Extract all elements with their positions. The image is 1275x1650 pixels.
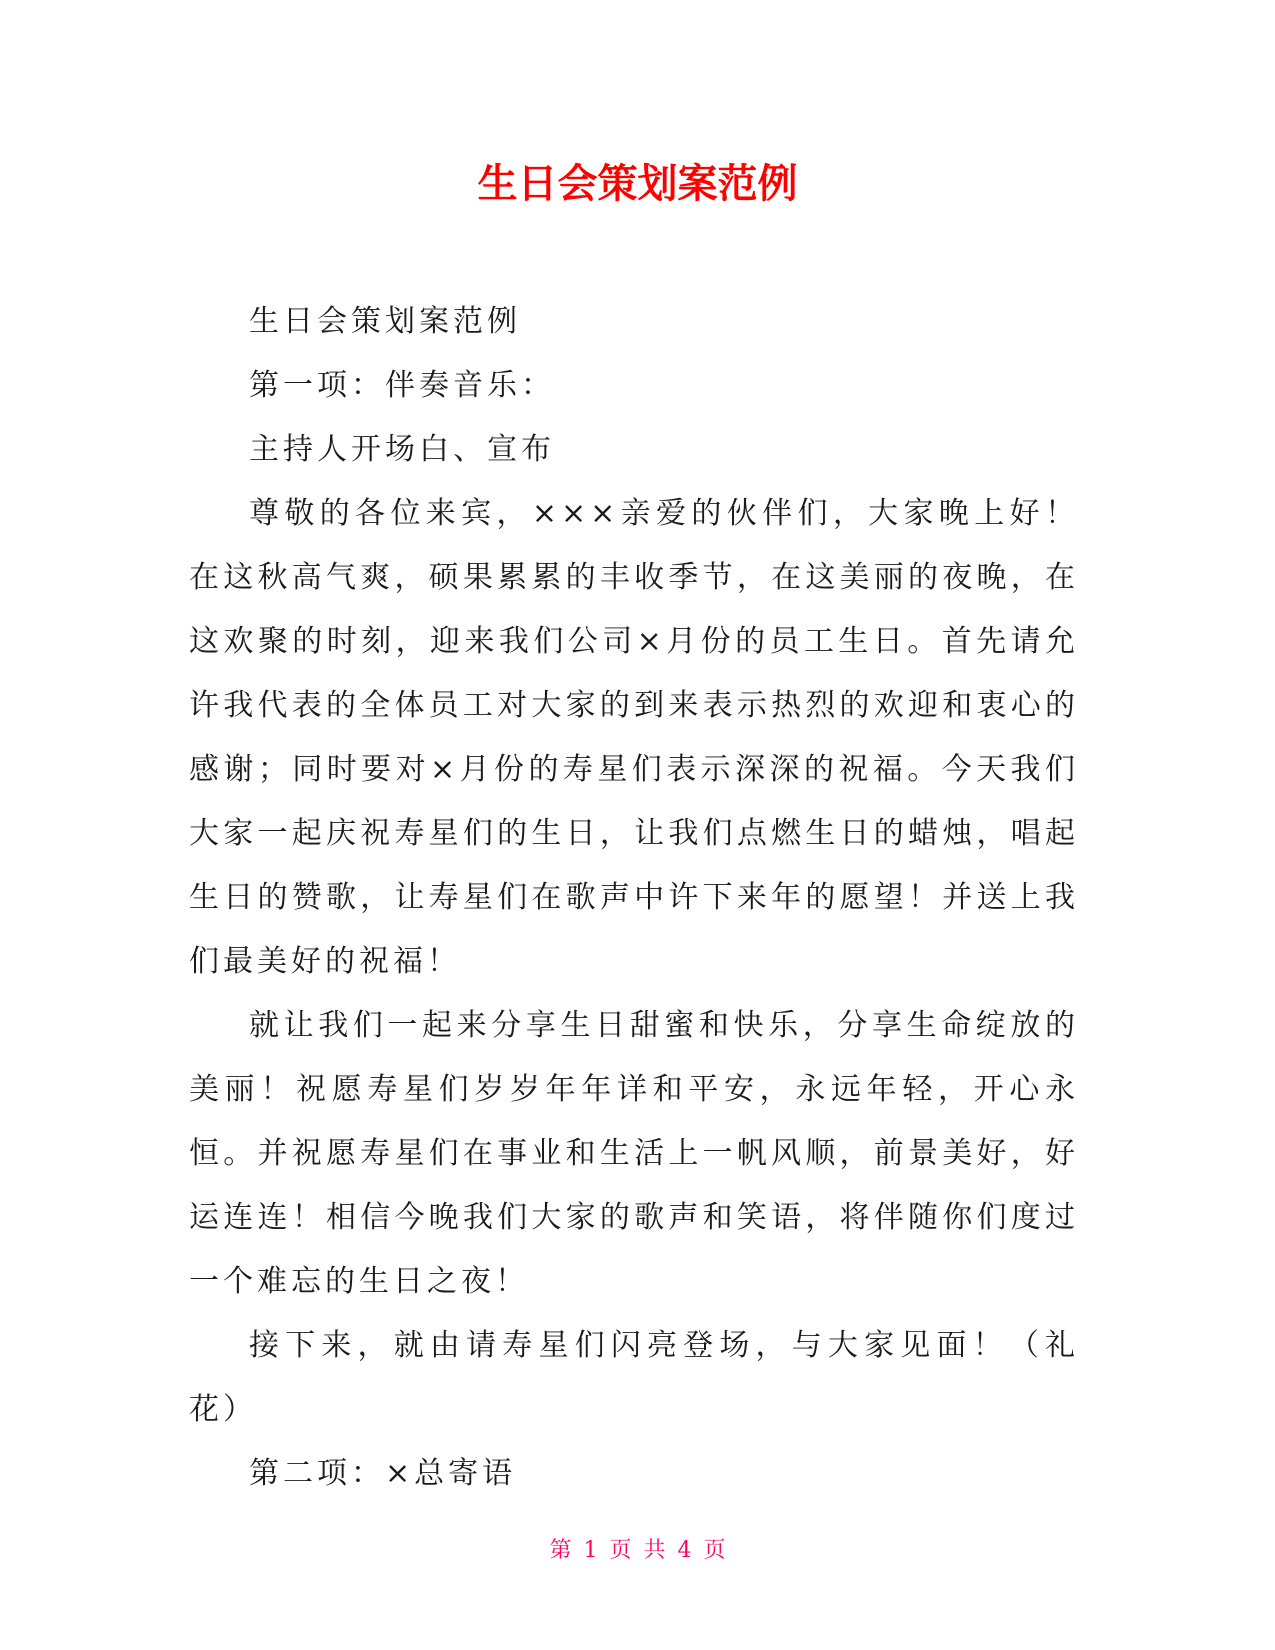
paragraph-welcome-speech: 尊敬的各位来宾，×××亲爱的伙伴们，大家晚上好！在这秋高气爽，硕果累累的丰收季节，在这美丽的夜晚，在这欢聚的时刻，迎来我们公司×月份的员工生日。首先请允许我代表的全体员工对大家的到来表示热烈的欢迎和衷心的感谢；同时要对×月份的寿星们表示深深的祝福。今天我们大家一起庆祝寿星们的生日，让我们点燃生日的蜡烛，唱起生日的赞歌，让寿星们在歌声中许下来年的愿望！并送上我们最美好的祝福！ xyxy=(189,496,1079,979)
paragraph-subtitle: 生日会策划案范例 xyxy=(249,304,521,339)
paragraph-blessing: 就让我们一起来分享生日甜蜜和快乐，分享生命绽放的美丽！祝愿寿星们岁岁年年详和平安，永远年轻，开心永恒。并祝愿寿星们在事业和生活上一帆风顺，前景美好，好运连连！相信今晚我们大家的歌声和笑语，将伴随你们度过一个难忘的生日之夜！ xyxy=(189,1008,1079,1299)
paragraph-item-one: 第一项：伴奏音乐： xyxy=(249,368,555,403)
footer-page-word: 页 xyxy=(609,1538,632,1563)
footer-suffix: 页 xyxy=(703,1538,726,1563)
paragraph-introduce-stars: 接下来，就由请寿星们闪亮登场，与大家见面！（礼花） xyxy=(189,1328,1079,1427)
paragraph-item-two: 第二项：×总寄语 xyxy=(249,1456,517,1491)
document-title: 生日会策划案范例 xyxy=(477,161,798,207)
paragraph-host-opening: 主持人开场白、宣布 xyxy=(249,432,555,467)
footer-total-word: 共 xyxy=(643,1538,666,1563)
page-number-footer xyxy=(0,1536,1275,1566)
footer-current-page: 1 xyxy=(583,1538,598,1563)
footer-total-pages: 4 xyxy=(677,1538,692,1563)
footer-prefix: 第 xyxy=(549,1538,572,1563)
document-body xyxy=(189,290,1079,1506)
